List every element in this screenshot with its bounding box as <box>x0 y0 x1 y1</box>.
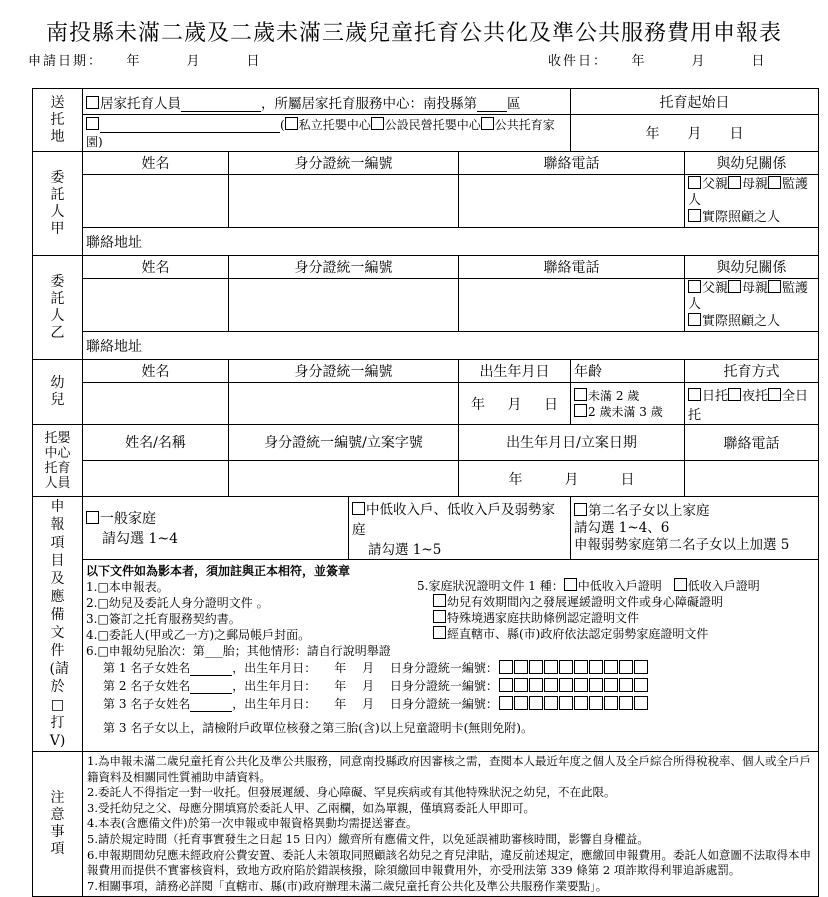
note-item: 4.本表(含應備文件)於第一次申報或申報資格異動均需提送審查。 <box>87 816 418 831</box>
caregiver-label: 托嬰中心托育人員 <box>33 425 83 497</box>
caregiver-phone-field[interactable] <box>685 461 819 497</box>
caregiver-col-id: 身分證統一編號/立案字號 <box>229 425 459 461</box>
note-item: 5.請於規定時間（托育事實發生之日起 15 日內）繳齊所有應備文件，以免延誤補助審核時間，影響自身權益。 <box>87 831 649 846</box>
second-child-checkbox[interactable] <box>574 503 587 516</box>
guardian-b-col-name: 姓名 <box>83 256 229 279</box>
guardian-a-col-id: 身分證統一編號 <box>229 152 459 175</box>
child-name-field[interactable] <box>83 383 229 425</box>
public-home-checkbox[interactable] <box>481 117 494 130</box>
guardian-b-col-rel: 與幼兒關係 <box>685 256 819 279</box>
mother-checkbox[interactable] <box>728 280 741 293</box>
apply-option-general: 一般家庭 請勾選 1~4 <box>83 497 349 560</box>
child-care-options: 日托 夜托 全日托 <box>685 383 819 425</box>
note-item: 6.申報期間幼兒應未經政府公費安置、委託人未領取同照顧該名幼兒之育兒津貼，違反前述規定，應繳回申報費用。委託人如意圖不法取得本申報費用而提供不實審核資料，致地方政府陷於錯誤核撥，除須繳回申報費用外，亦受刑法第 339 條第 2 項詐欺得利罪追訴處罰。 <box>87 847 811 878</box>
apply-option-lowincome: 中低收入戶、低收入戶及弱勢家庭 請勾選 1~5 <box>349 497 571 560</box>
guardian-b-col-id: 身分證統一編號 <box>229 256 459 279</box>
day-care-checkbox[interactable] <box>688 388 701 401</box>
send-label: 送托地 <box>33 89 83 152</box>
age-2-to-3-checkbox[interactable] <box>574 404 587 417</box>
guardian-b-id-field[interactable] <box>229 279 459 332</box>
doc-item-5: 5.家庭狀況證明文件 1 種： 中低收入戶證明 低收入戶證明 <box>417 579 760 594</box>
sibling-row-2: 第 2 名子女姓名 ，出生年月日： 年 月 日身分證統一編號： <box>103 678 803 696</box>
father-checkbox[interactable] <box>688 176 701 189</box>
doc-item-6[interactable]: 6.□申報幼兒胎次：第___胎；其他情形：請自行說明舉證 <box>86 644 391 659</box>
third-child-note: 第 3 名子女以上，請檢附戶政單位核發之第三胎(含)以上兒童證明卡(無則免附)。 <box>103 721 533 736</box>
child-col-dob: 出生年月日 <box>459 360 571 383</box>
docs-heading: 以下文件如為影本者，須加註與正本相符，並簽章 <box>86 564 351 579</box>
caregiver-id-field[interactable] <box>229 461 459 497</box>
caregiver-dob-field[interactable]: 年 月 日 <box>459 461 685 497</box>
child-col-age: 年齡 <box>571 360 685 383</box>
child-age-options: 未滿 2 歲 2 歲未滿 3 歲 <box>571 383 685 425</box>
apply-label: 申報項目及應備文件(請於□打V) <box>33 497 83 752</box>
required-documents: 以下文件如為影本者，須加註與正本相符，並簽章 1.□本申報表。 2.□幼兒及委託人身分證明文件 。 3.□簽訂之托育服務契約書。 4.□委託人(甲或乙一方)之郵局帳戶封面。 6.□申報幼兒胎次：第___胎；其他情形：請自行說明舉證 5.家庭狀況證明文件 1 種： 中低收入戶證明 低收入戶證明 幼兒有效期間內之發展遲緩證明文件或身心障礙證明 特殊境遇家庭扶助條例認定證明文件 經直轄市、縣(市)政府依法認定弱勢家庭證明文件 第 1 名子女姓名 ，出生年月日： 年 月 日身分證統一編號： 第 2 名子女姓名 ，出生年月日： 年 月 日身分證統一編號： 第 3 名子女姓名 ，出生年月日： 年 月 日身分證統一編號： 第 3 名子女以上，請檢附戶政單位核發之第三胎(含)以上兒童證明卡(無則免附)。 <box>83 560 819 752</box>
guardian-b-col-phone: 聯絡電話 <box>459 256 685 279</box>
guardian-a-col-rel: 與幼兒關係 <box>685 152 819 175</box>
send-row-center: ( 私立托嬰中心 公設民營托嬰中心 公共托育家園) <box>83 115 571 152</box>
caregiver-name-field[interactable] <box>181 99 261 112</box>
form-title: 南投縣未滿二歲及二歲未滿三歲兒童托育公共化及準公共服務費用申報表 <box>45 21 782 46</box>
child-id-field[interactable] <box>229 383 459 425</box>
caregiver-col-phone: 聯絡電話 <box>685 425 819 461</box>
low-income-proof-checkbox[interactable] <box>674 578 687 591</box>
guardian-a-relation: 父親 母親 監護人 實際照顧之人 <box>685 175 819 228</box>
special-family-checkbox[interactable] <box>433 610 446 623</box>
home-caregiver-checkbox[interactable] <box>86 96 99 109</box>
notes-list <box>83 752 819 897</box>
note-item: 3.受托幼兒之父、母應分開填寫於委託人甲、乙兩欄，如為單親，僅填寫委託人甲即可。 <box>87 800 535 815</box>
child-col-id: 身分證統一編號 <box>229 360 459 383</box>
caregiver-col-dob: 出生年月日/立案日期 <box>459 425 685 461</box>
disadvantaged-proof-checkbox[interactable] <box>433 626 446 639</box>
child-col-care: 托育方式 <box>685 360 819 383</box>
guardian-b-phone-field[interactable] <box>459 279 685 332</box>
child-label: 幼兒 <box>33 360 83 425</box>
private-center-checkbox[interactable] <box>285 117 298 130</box>
public-private-center-checkbox[interactable] <box>371 117 384 130</box>
sibling-row-3: 第 3 名子女姓名 ，出生年月日： 年 月 日身分證統一編號： <box>103 696 803 714</box>
guardian-b-address-field[interactable]: 聯絡地址 <box>83 332 819 360</box>
sibling-row-1: 第 1 名子女姓名 ，出生年月日： 年 月 日身分證統一編號： <box>103 660 803 678</box>
guardian-a-id-field[interactable] <box>229 175 459 228</box>
actual-carer-checkbox[interactable] <box>688 209 701 222</box>
guardian-b-relation: 父親 母親 監護人 實際照顧之人 <box>685 279 819 332</box>
district-field[interactable] <box>477 99 507 112</box>
notes-label: 注意事項 <box>33 752 83 897</box>
start-date-value: 年 月 日 <box>571 115 819 152</box>
child-col-name: 姓名 <box>83 360 229 383</box>
guardian-b-label: 委託人乙 <box>33 256 83 360</box>
send-row-home: 居家托育人員 ，所屬居家托育服務中心：南投縣第 區 <box>83 89 571 115</box>
doc-item-4[interactable]: 4.□委託人(甲或乙一方)之郵局帳戶封面。 <box>86 628 311 643</box>
mid-low-income-checkbox[interactable] <box>564 578 577 591</box>
guardian-a-phone-field[interactable] <box>459 175 685 228</box>
guardian-a-label: 委託人甲 <box>33 152 83 256</box>
night-care-checkbox[interactable] <box>728 388 741 401</box>
apply-date: 申請日期： 年 月 日 <box>28 54 262 69</box>
guardian-a-col-phone: 聯絡電話 <box>459 152 685 175</box>
guardian-a-col-name: 姓名 <box>83 152 229 175</box>
full-day-checkbox[interactable] <box>768 388 781 401</box>
under-2-checkbox[interactable] <box>574 388 587 401</box>
apply-option-second-child: 第二名子女以上家庭 請勾選 1~4、6 申報弱勢家庭第二名子女以上加選 5 <box>571 497 819 560</box>
receive-date: 收件日： 年 月 日 <box>548 54 767 69</box>
guardian-checkbox[interactable] <box>768 176 781 189</box>
guardian-checkbox[interactable] <box>768 280 781 293</box>
guardian-a-address-field[interactable]: 聯絡地址 <box>83 228 819 256</box>
actual-carer-checkbox[interactable] <box>688 313 701 326</box>
caregiver-col-name: 姓名/名稱 <box>83 425 229 461</box>
father-checkbox[interactable] <box>688 280 701 293</box>
start-date-label: 托育起始日 <box>571 89 819 115</box>
caregiver-name-field[interactable] <box>83 461 229 497</box>
doc-item-2[interactable]: 2.□幼兒及委託人身分證明文件 。 <box>86 596 269 611</box>
disability-proof-checkbox[interactable] <box>433 594 446 607</box>
general-family-checkbox[interactable] <box>86 511 99 524</box>
center-checkbox[interactable] <box>86 117 99 130</box>
doc-item-1[interactable]: 1.□本申報表。 <box>86 580 169 595</box>
doc-item-3[interactable]: 3.□簽訂之托育服務契約書。 <box>86 612 241 627</box>
center-name-field[interactable] <box>100 120 280 133</box>
guardian-a-name-field[interactable] <box>83 175 229 228</box>
application-form <box>32 88 819 897</box>
note-item: 2.委託人不得指定一對一收托。但發展遲緩、身心障礙、罕見疾病或有其他特殊狀況之幼兒，不在此限。 <box>87 785 616 800</box>
child-dob-field[interactable]: 年 月 日 <box>459 383 571 425</box>
note-item: 1.為申報未滿二歲兒童托育公共化及準公共服務，同意南投縣政府因審核之需，查閱本人最近年度之個人及全戶綜合所得稅稅率、個人或全戶戶籍資料及相關同性質補助申請資料。 <box>87 754 811 784</box>
mother-checkbox[interactable] <box>728 176 741 189</box>
note-item: 7.相關事項，請務必詳閱「直轄市、縣(市)政府辦理未滿二歲兒童托育公共化及準公共服務作業要點」。 <box>87 878 608 893</box>
guardian-b-name-field[interactable] <box>83 279 229 332</box>
low-income-checkbox[interactable] <box>352 502 365 515</box>
